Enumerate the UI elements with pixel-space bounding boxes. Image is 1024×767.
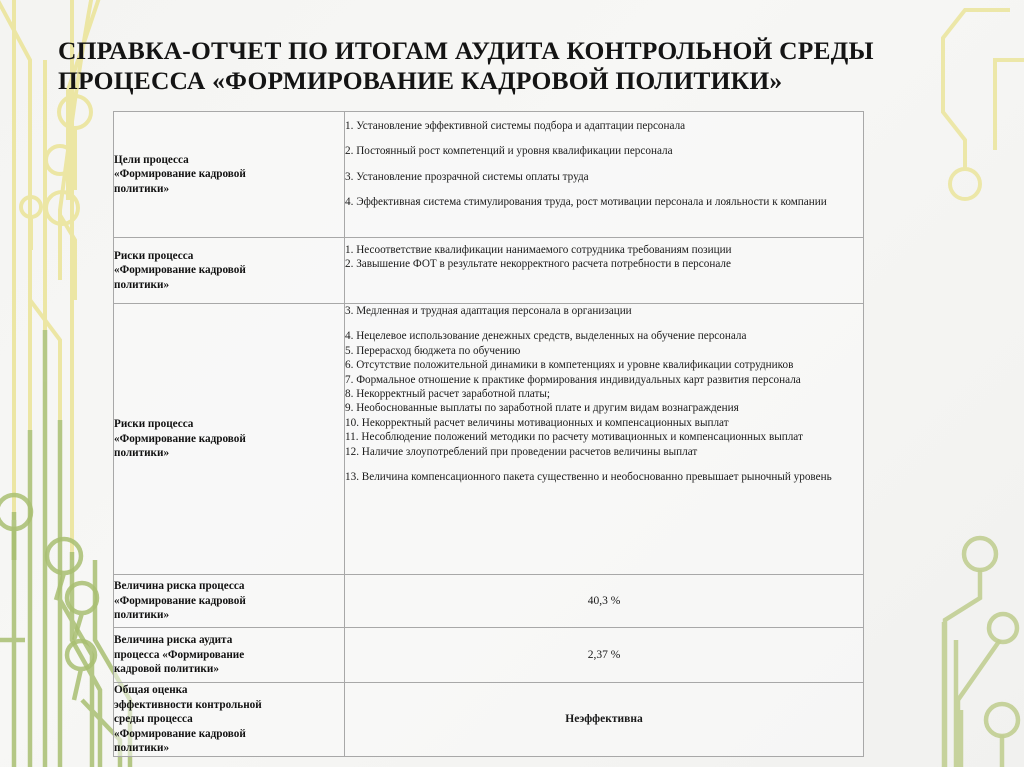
label-line: среды процесса: [114, 713, 193, 726]
row-label-audit-risk-value: [114, 628, 345, 683]
list-item: 8. Некорректный расчет заработной платы;: [345, 388, 550, 401]
row-value-process-risk-value: 40,3 %: [345, 575, 864, 628]
row-value-process-risks-part1: [345, 238, 864, 304]
audit-report-table: [113, 111, 864, 757]
row-value-process-risks-part2: [345, 304, 864, 575]
row-value-process-goals: [345, 112, 864, 238]
table-row-audit-risk-value: [114, 628, 864, 683]
list-item: 1. Несоответствие квалификации нанимаемого сотрудника требованиям позиции: [345, 244, 732, 256]
label-line: политики»: [114, 609, 170, 622]
label-line: политики»: [114, 742, 170, 755]
label-line: Величина риска процесса: [114, 580, 245, 593]
list-item: 2. Завышение ФОТ в результате некорректного расчета потребности в персонале: [345, 258, 731, 271]
list-item: 4. Эффективная система стимулирования труда, рост мотивации персонала и лояльности к компании: [345, 196, 827, 209]
label-line: кадровой политики»: [114, 663, 219, 676]
label-line: Риски процесса: [114, 249, 194, 262]
title-line-1: СПРАВКА-ОТЧЕТ ПО ИТОГАМ АУДИТА КОНТРОЛЬНОЙ СРЕДЫ: [58, 36, 874, 65]
list-item: 5. Перерасход бюджета по обучению: [345, 344, 521, 357]
label-line: «Формирование кадровой: [114, 727, 246, 740]
list-item: 3. Установление прозрачной системы оплаты труда: [345, 170, 589, 183]
label-line: Величина риска аудита: [114, 634, 233, 647]
table-row-overall-assessment: [114, 683, 864, 757]
list-item: 3. Медленная и трудная адаптация персонала в организации: [345, 305, 632, 317]
label-line: эффективности контрольной: [114, 698, 262, 711]
row-value-overall-assessment: Неэффективна: [345, 683, 864, 757]
title-line-2: ПРОЦЕССА «ФОРМИРОВАНИЕ КАДРОВОЙ ПОЛИТИКИ»: [58, 66, 783, 95]
list-item: 11. Несоблюдение положений методики по расчету мотивационных и компенсационных выплат: [345, 431, 803, 444]
list-item: 12. Наличие злоупотреблений при проведении расчетов величины выплат: [345, 445, 698, 458]
row-label-process-risks-part1: [114, 238, 345, 304]
row-label-process-risk-value: [114, 575, 345, 628]
list-item: 7. Формальное отношение к практике формирования индивидуальных карт развития персонала: [345, 373, 801, 386]
list-item: 2. Постоянный рост компетенций и уровня квалификации персонала: [345, 145, 673, 158]
table-row-process-goals: [114, 112, 864, 238]
row-label-overall-assessment: [114, 683, 345, 757]
label-line: «Формирование кадровой: [114, 432, 246, 445]
row-label-process-risks-part2: [114, 304, 345, 575]
label-line: Общая оценка: [114, 684, 188, 696]
list-item: 9. Необоснованные выплаты по заработной плате и другим видам вознаграждения: [345, 402, 739, 415]
row-label-process-goals: [114, 112, 345, 238]
label-line: политики»: [114, 278, 170, 291]
label-line: «Формирование кадровой: [114, 168, 246, 181]
list-item: 6. Отсутствие положительной динамики в компетенциях и уровне квалификации сотрудников: [345, 359, 794, 372]
list-item: 13. Величина компенсационного пакета существенно и необоснованно превышает рыночный уровень: [345, 471, 832, 484]
list-item: 10. Некорректный расчет величины мотивационных и компенсационных выплат: [345, 416, 729, 429]
label-line: Риски процесса: [114, 418, 194, 431]
label-line: Цели процесса: [114, 153, 189, 166]
label-line: процесса «Формирование: [114, 648, 245, 661]
table-row-process-risks-part1: [114, 238, 864, 304]
label-line: «Формирование кадровой: [114, 264, 246, 277]
list-item: 1. Установление эффективной системы подбора и адаптации персонала: [345, 120, 686, 132]
label-line: политики»: [114, 447, 170, 460]
label-line: политики»: [114, 182, 170, 195]
table-row-process-risks-part2: [114, 304, 864, 575]
list-item: 4. Нецелевое использование денежных средств, выделенных на обучение персонала: [345, 330, 747, 343]
slide-title: [58, 36, 958, 96]
label-line: «Формирование кадровой: [114, 594, 246, 607]
table-row-process-risk-value: [114, 575, 864, 628]
row-value-audit-risk-value: 2,37 %: [345, 628, 864, 683]
